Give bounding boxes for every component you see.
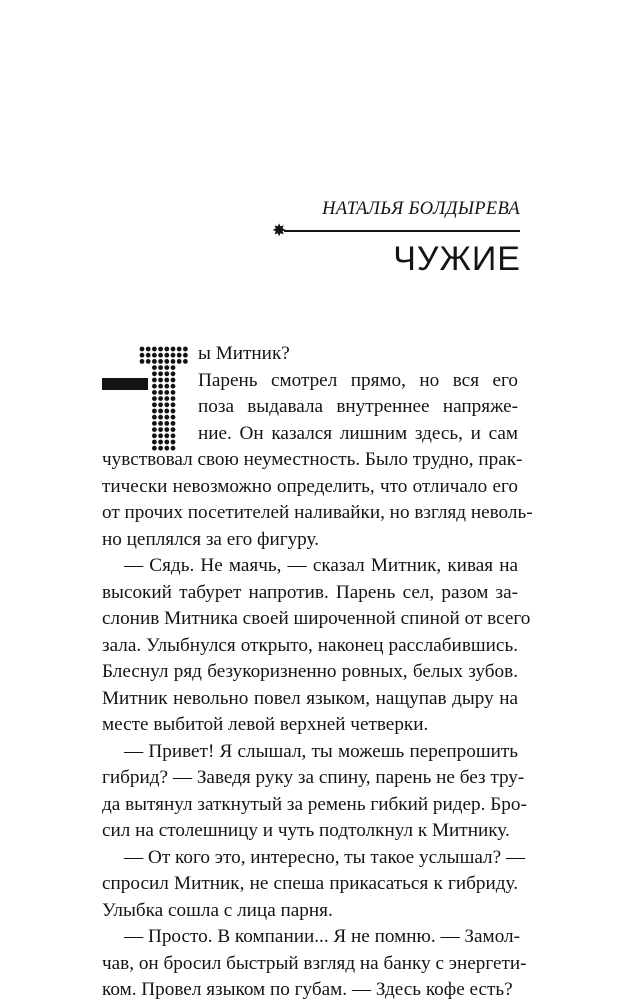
header-rule [284,230,520,232]
text-line: Парень смотрел прямо, но вся его [198,369,518,391]
text-line: от прочих посетителей наливайки, но взгляд неволь- [102,502,533,523]
text-line: месте выбитой левой верхней четверки. [102,714,429,735]
text-line: тически невозможно определить, что отличало его [102,475,518,497]
text-line: зала. Улыбнулся открыто, наконец расслабившись. [102,634,518,656]
text-line: Блеснул ряд безукоризненно ровных, белых зубов. [102,661,518,682]
text-line: высокий табурет напротив. Парень сел, разом за- [102,581,518,603]
text-line: слонив Митника своей широченной спиной от всего [102,608,531,629]
text-line: поза выдавала внутреннее напряже- [198,396,518,417]
text-line: — Сядь. Не маячь, — сказал Митник, кивая на [124,555,518,576]
text-line: ние. Он казался лишним здесь, и сам [198,422,518,444]
text-line: Улыбка сошла с лица парня. [102,899,333,921]
text-line: чав, он бросил быстрый взгляд на банку с энергети- [102,952,527,974]
text-line: но цеплялся за его фигуру. [102,528,319,550]
text-line: сил на столешницу и чуть подтолкнул к Митнику. [102,820,510,841]
story-text [102,341,533,1004]
text-line: Митник невольно повел языком, нащупав дыру на [102,687,518,709]
text-line: да вытянул заткнутый за ремень гибкий ридер. Бро- [102,793,527,815]
text-line: — Просто. В компании... Я не помню. — Замол- [124,926,521,947]
text-line: ы Митник? [198,343,290,364]
text-line: — От кого это, интересно, ты такое услышал? — [124,846,526,868]
text-line: — Привет! Я слышал, ты можешь перепрошить [124,740,518,762]
text-line: чувствовал свою неуместность. Было трудно, прак- [102,449,523,470]
text-line: спросил Митник, не спеша прикасаться к гибриду. [102,873,518,894]
star-icon: ✸ [272,221,287,240]
text-line: гибрид? — Заведя руку за спину, парень не без тру- [102,767,525,788]
author-name: НАТАЛЬЯ БОЛДЫРЕВА [322,199,520,219]
chapter-title: ЧУЖИЕ [393,240,521,278]
text-line: ком. Провел языком по губам. — Здесь кофе есть? [102,979,513,1000]
